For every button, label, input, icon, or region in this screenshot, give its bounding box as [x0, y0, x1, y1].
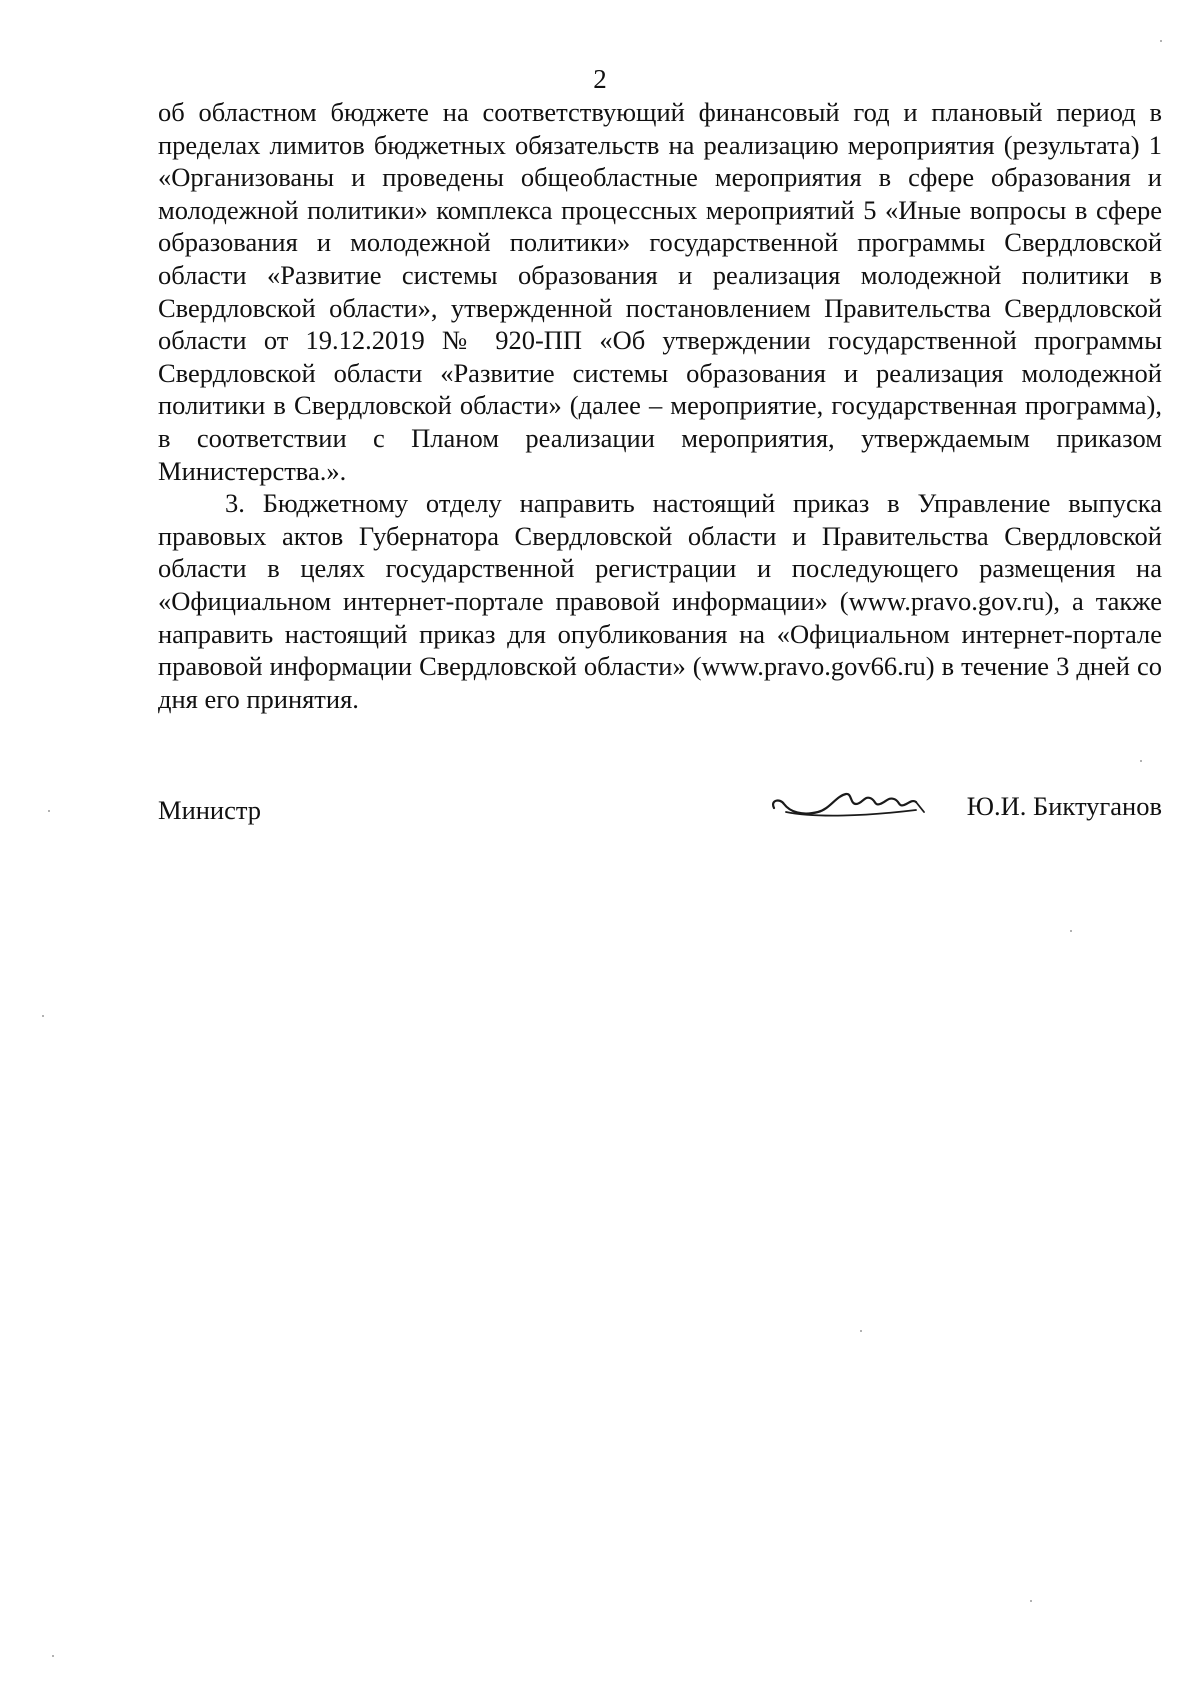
handwritten-signature	[766, 782, 936, 828]
scan-speck	[1030, 1600, 1032, 1602]
document-body	[158, 96, 1162, 715]
paragraph-continuation: об областном бюджете на соответствующий финансовый год и плановый период в пределах лимитов бюджетных обязательств на реализацию мероприятия (результата) 1 «Организованы и проведены общеобластные мероприятия в сфере образования и молодежной политики» комплекса процессных мероприятий 5 «Иные вопросы в сфере образования и молодежной политики» государственной программы Свердловской области «Развитие системы образования и реализация молодежной политики в Свердловской области», утвержденной постановлением Правительства Свердловской области от 19.12.2019 № 920-ПП «Об утверждении государственной программы Свердловской области «Развитие системы образования и реализация молодежной политики в Свердловской области» (далее – мероприятие, государственная программа), в соответствии с Планом реализации мероприятия, утверждаемым приказом Министерства.».	[158, 97, 1162, 486]
paragraph-item-3: 3. Бюджетному отделу направить настоящий приказ в Управление выпуска правовых актов Губернатора Свердловской области и Правительства Свердловской области в целях государственной регистрации и последующего размещения на «Официальном интернет-портале правовой информации» (www.pravo.gov.ru), а также направить настоящий приказ для опубликования на «Официальном интернет-портале правовой информации Свердловской области» (www.pravo.gov66.ru) в течение 3 дней со дня его принятия.	[158, 488, 1162, 714]
scan-speck	[52, 1655, 54, 1657]
scan-speck	[48, 810, 50, 812]
signatory-name: Ю.И. Биктуганов	[966, 791, 1162, 821]
scan-speck	[860, 1330, 862, 1332]
page-number: 2	[593, 64, 607, 94]
signature-block	[158, 790, 1162, 830]
scan-speck	[42, 1015, 44, 1017]
scan-speck	[1070, 930, 1072, 932]
signatory-position: Министр	[158, 795, 262, 825]
scan-speck	[1160, 40, 1162, 42]
scan-speck	[1140, 760, 1142, 762]
